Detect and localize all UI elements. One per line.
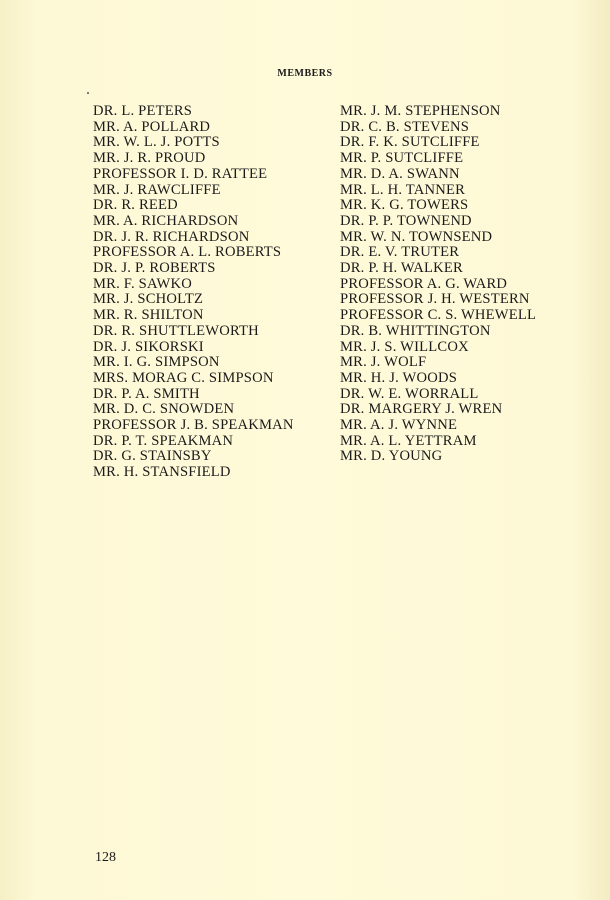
member-entry: DR. MARGERY J. WREN <box>340 401 503 418</box>
member-entry: DR. R. SHUTTLEWORTH <box>93 322 259 339</box>
member-entry: MR. L. H. TANNER <box>340 181 466 198</box>
member-entry: MR. F. SAWKO <box>93 275 192 292</box>
page-header: MEMBERS <box>277 68 333 79</box>
member-entry: MR. J. M. STEPHENSON <box>340 103 501 119</box>
member-entry: MR. D. A. SWANN <box>340 165 460 182</box>
member-entry: MR. P. SUTCLIFFE <box>340 150 464 167</box>
member-entry: DR. L. PETERS <box>93 103 193 119</box>
member-entry: DR. R. REED <box>93 197 178 214</box>
member-entry: DR. P. A. SMITH <box>93 385 200 402</box>
member-entry: MRS. MORAG C. SIMPSON <box>93 369 274 386</box>
member-entry: DR. E. V. TRUTER <box>340 244 460 261</box>
member-entry: PROFESSOR A. L. ROBERTS <box>93 244 282 261</box>
member-entry: DR. F. K. SUTCLIFFE <box>340 134 480 151</box>
member-entry: DR. B. WHITTINGTON <box>340 322 491 339</box>
member-entry: MR. K. G. TOWERS <box>340 197 469 214</box>
member-entry: MR. I. G. SIMPSON <box>93 354 220 371</box>
members-list-left <box>93 104 294 481</box>
member-entry: DR. P. T. SPEAKMAN <box>93 432 234 449</box>
member-entry: MR. J. SCHOLTZ <box>93 291 204 308</box>
member-entry: DR. P. H. WALKER <box>340 260 463 277</box>
member-entry: MR. W. L. J. POTTS <box>93 134 220 151</box>
member-entry: MR. A. L. YETTRAM <box>340 432 477 449</box>
member-entry: DR. P. P. TOWNEND <box>340 212 472 229</box>
member-entry: MR. A. RICHARDSON <box>93 212 239 229</box>
member-entry: MR. J. S. WILLCOX <box>340 338 469 355</box>
member-entry: DR. J. P. ROBERTS <box>93 260 216 277</box>
member-entry: DR. J. R. RICHARDSON <box>93 228 250 245</box>
member-entry: MR. W. N. TOWNSEND <box>340 228 493 245</box>
member-entry: PROFESSOR A. G. WARD <box>340 275 508 292</box>
members-list-right <box>340 104 536 465</box>
member-entry: DR. G. STAINSBY <box>93 448 212 465</box>
member-entry: MR. H. J. WOODS <box>340 369 458 386</box>
member-entry: MR. J. R. PROUD <box>93 150 206 167</box>
member-entry: DR. C. B. STEVENS <box>340 118 470 135</box>
member-entry: MR. A. J. WYNNE <box>340 417 458 434</box>
member-entry: MR. D. YOUNG <box>340 448 443 465</box>
member-entry: PROFESSOR J. H. WESTERN <box>340 291 530 308</box>
member-entry: MR. D. C. SNOWDEN <box>93 401 235 418</box>
member-entry: PROFESSOR J. B. SPEAKMAN <box>93 417 294 434</box>
stray-mark <box>87 92 89 94</box>
member-entry: MR. R. SHILTON <box>93 307 204 324</box>
member-entry: MR. J. WOLF <box>340 354 427 371</box>
member-entry: MR. H. STANSFIELD <box>93 464 231 481</box>
member-entry: PROFESSOR C. S. WHEWELL <box>340 307 537 324</box>
member-entry: MR. A. POLLARD <box>93 118 211 135</box>
member-entry: MR. J. RAWCLIFFE <box>93 181 221 198</box>
member-entry: DR. J. SIKORSKI <box>93 338 204 355</box>
member-entry: PROFESSOR I. D. RATTEE <box>93 165 268 182</box>
member-entry: DR. W. E. WORRALL <box>340 385 479 402</box>
page-number: 128 <box>95 850 116 865</box>
